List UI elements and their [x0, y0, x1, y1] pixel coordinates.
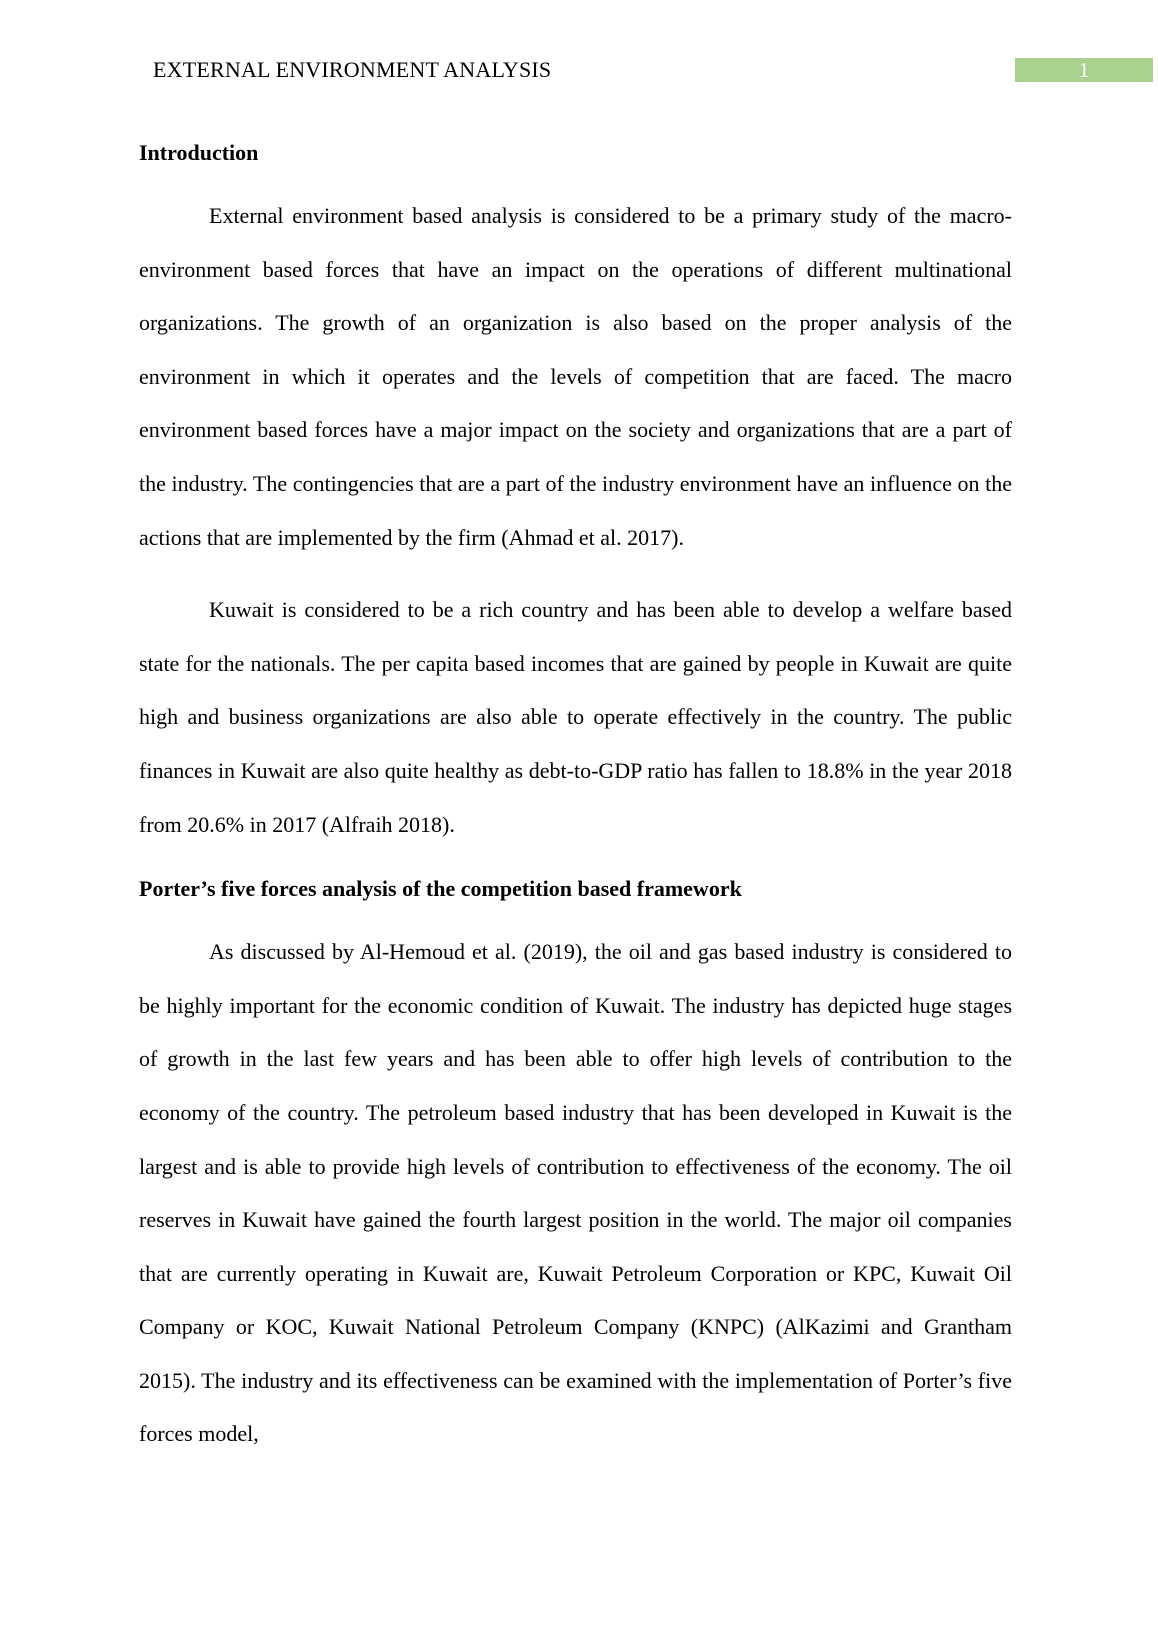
introduction-heading: Introduction — [139, 140, 259, 165]
running-head: EXTERNAL ENVIRONMENT ANALYSIS — [153, 57, 552, 82]
introduction-paragraph-1: External environment based analysis is considered to be a primary study of the macro-environment based forces that have an impact on the operations of different multinational organizations. The growth of an organization is also based on the proper analysis of the environment in which it operates and the levels of competition that are faced. The macro environment based forces have a major impact on the society and organizations that are a part of the industry. The contingencies that are a part of the industry environment have an influence on the actions that are implemented by the firm (Ahmad et al. 2017). — [139, 203, 1012, 550]
document-body — [139, 134, 1012, 1461]
porter-paragraph-1: As discussed by Al-Hemoud et al. (2019), the oil and gas based industry is considered to be highly important for the economic condition of Kuwait. The industry has depicted huge stages of growth in the last few years and has been able to offer high levels of contribution to the economy of the country. The petroleum based industry that has been developed in Kuwait is the largest and is able to provide high levels of contribution to effectiveness of the economy. The oil reserves in Kuwait have gained the fourth largest position in the world. The major oil companies that are currently operating in Kuwait are, Kuwait Petroleum Corporation or KPC, Kuwait Oil Company or KOC, Kuwait National Petroleum Company (KNPC) (AlKazimi and Grantham 2015). The industry and its effectiveness can be examined with the implementation of Porter’s five forces model, — [139, 939, 1012, 1447]
page-number-badge: 1 — [1015, 58, 1153, 82]
introduction-paragraph-2: Kuwait is considered to be a rich country and has been able to develop a welfare based state for the nationals. The per capita based incomes that are gained by people in Kuwait are quite high and business organizations are also able to operate effectively in the country. The public finances in Kuwait are also quite healthy as debt-to-GDP ratio has fallen to 18.8% in the year 2018 from 20.6% in 2017 (Alfraih 2018). — [139, 597, 1012, 837]
porter-heading: Porter’s five forces analysis of the competition based framework — [139, 876, 742, 902]
